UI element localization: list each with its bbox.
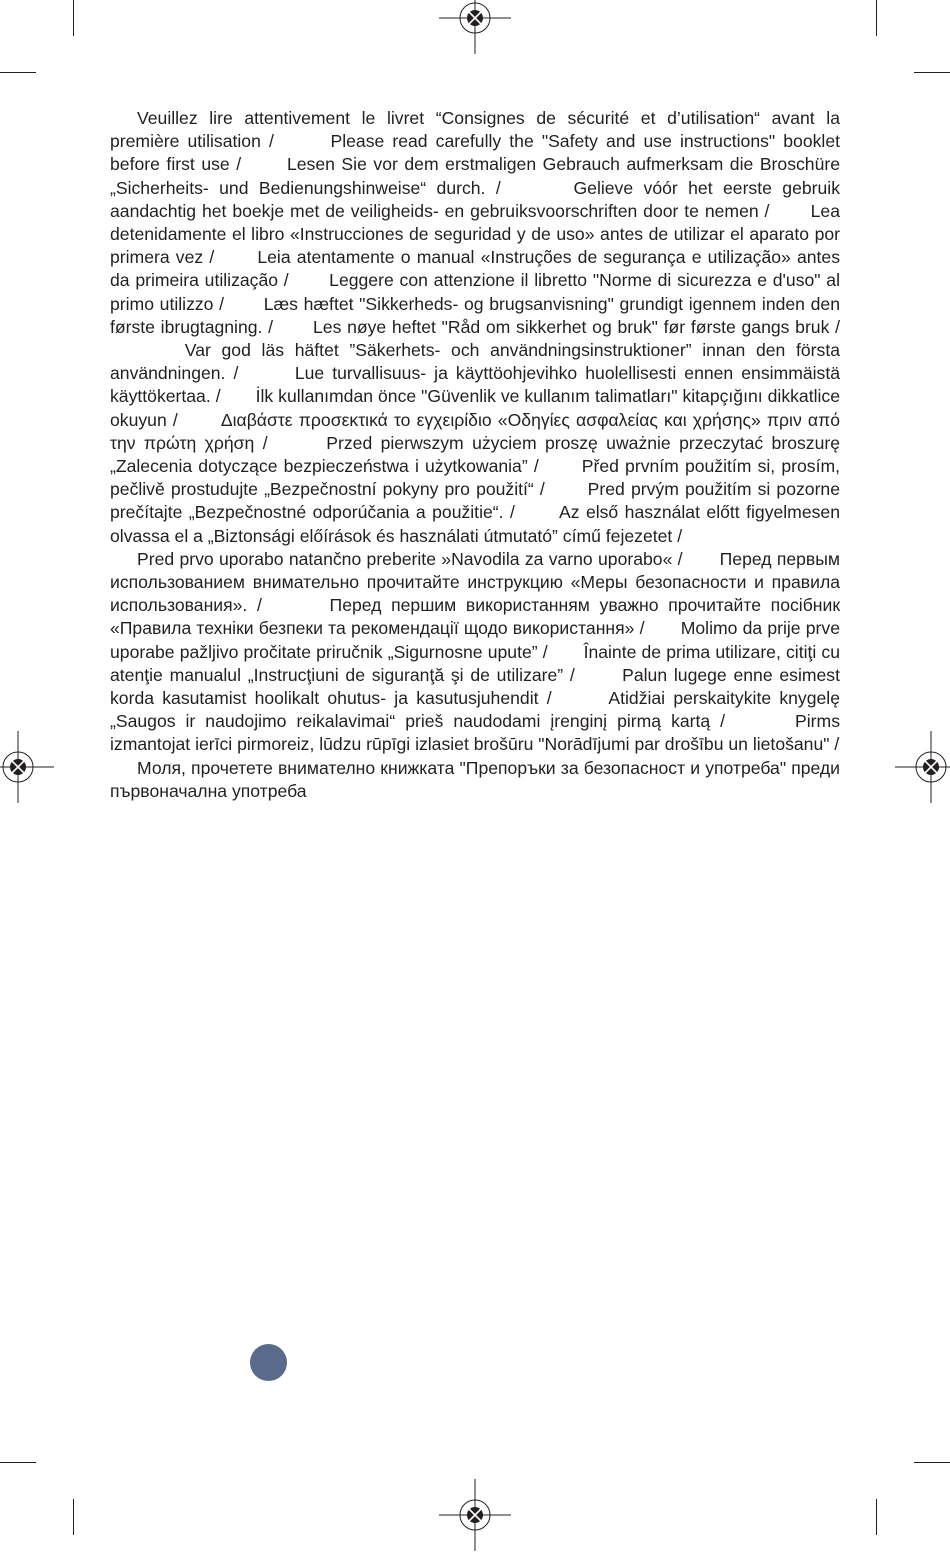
crop-mark-left-top bbox=[0, 72, 36, 73]
language-separator bbox=[552, 688, 609, 708]
language-notice-text: İlk kullanımdan önce "Güvenlik ve kullanım talimatları" kitapçığını dikkatlice okuyun / bbox=[110, 386, 840, 430]
language-separator bbox=[178, 410, 221, 430]
language-separator bbox=[539, 456, 582, 476]
language-notice-text: Palun lugege enne esimest korda kasutamist hoolikalt ohutus- ja kasutusjuhendit / bbox=[110, 664, 840, 709]
language-separator bbox=[241, 154, 287, 174]
language-notice-text: Læs hæftet "Sikkerheds- og brugsanvisning" grundigt igennem inden den første ibrugtagning. / bbox=[110, 293, 840, 337]
language-notice-text: Pred prvo uporabo natančno preberite »Navodila za varno uporabo« / bbox=[137, 548, 683, 569]
language-notice-text: Az első használat előtt figyelmesen olvassa el a „Biztonsági előírások és használati útmutató” című fejezetet / bbox=[110, 502, 840, 546]
language-separator bbox=[268, 433, 327, 453]
crop-mark-top-right bbox=[876, 0, 877, 36]
language-separator bbox=[289, 270, 329, 290]
language-separator bbox=[545, 479, 588, 499]
language-separator bbox=[501, 178, 574, 198]
language-notice-text: Lea detenidamente el libro «Instrucciones de seguridad y de uso» antes de utilizar el aparato por primera vez / bbox=[110, 200, 840, 268]
language-separator bbox=[769, 201, 810, 221]
language-separator bbox=[515, 502, 559, 522]
language-separator bbox=[238, 363, 294, 383]
multilingual-safety-notice bbox=[110, 107, 840, 803]
language-separator bbox=[262, 595, 330, 615]
language-notice-text: Molimo da prije prve uporabe pažljivo pročitate priručnik „Sigurnosne upute” / bbox=[110, 618, 840, 662]
language-separator bbox=[273, 317, 313, 337]
crop-mark-bottom-left bbox=[73, 1499, 74, 1535]
language-separator bbox=[110, 340, 185, 360]
language-notice-text: Leia atentamente o manual «Instruções de segurança e utilização» antes da primeira utilização / bbox=[110, 247, 841, 291]
language-notice-text: Lesen Sie vor dem erstmaligen Gebrauch aufmerksam die Broschüre „Sicherheits- und Bedienungshinweise“ durch. / bbox=[110, 154, 841, 198]
language-notice-text: Моля, прочетете внимателно книжката "Препоръки за безопасност и употреба" преди първоначална употреба bbox=[110, 757, 840, 801]
registration-mark-left-icon bbox=[0, 727, 58, 807]
language-notice-text: Перед першим використанням уважно прочитайте посібник «Правила техніки безпеки та рекомендації щодо використання» / bbox=[110, 595, 841, 639]
language-separator bbox=[575, 665, 622, 685]
crop-mark-top-left bbox=[73, 0, 74, 36]
language-separator bbox=[548, 642, 584, 662]
language-notice-text: Pred prvým použitím si pozorne prečítajte „Bezpečnostné odporúčania a použitie“. / bbox=[110, 479, 841, 523]
language-notice-text: Leggere con attenzione il libretto "Norme di sicurezza e d'uso" al primo utilizzo / bbox=[110, 270, 841, 314]
registration-mark-bottom-icon bbox=[435, 1475, 515, 1555]
language-notice-text: Před prvním použitím si, prosím, pečlivě prostudujte „Bezpečnostní pokyny pro použití“ / bbox=[110, 456, 840, 500]
language-separator bbox=[645, 618, 681, 638]
language-notice-text: Gelieve vóór het eerste gebruik aandachtig het boekje met de veiligheids- en gebruiksvoorschriften door te nemen / bbox=[110, 177, 840, 221]
crop-mark-left-bottom bbox=[0, 1462, 36, 1463]
notice-paragraph bbox=[110, 757, 840, 803]
language-notice-text: Pirms izmantojat ierīci pirmoreiz, lūdzu rūpīgi izlasiet brošūru "Norādījumi par drošību un lietošanu" / bbox=[110, 711, 840, 755]
page-number-badge bbox=[250, 1344, 287, 1381]
language-notice-text: Przed pierwszym użyciem proszę uważnie przeczytać broszurę „Zalecenia dotyczące bezpieczeństwa i użytkowania” / bbox=[110, 432, 841, 477]
language-separator bbox=[683, 549, 720, 569]
registration-mark-top-icon bbox=[435, 0, 515, 58]
language-notice-text: Var god läs häftet ”Säkerhets- och användningsinstruktioner” innan den första användningen. / bbox=[110, 340, 840, 384]
language-notice-text: Les nøye heftet "Råd om sikkerhet og bruk" før første gangs bruk / bbox=[313, 316, 840, 337]
crop-mark-bottom-right bbox=[876, 1499, 877, 1535]
notice-paragraph bbox=[110, 548, 840, 757]
language-notice-text: Înainte de prima utilizare, citiţi cu atenţie manualul „Instrucţiuni de siguranţă şi de utilizare” / bbox=[110, 641, 840, 685]
notice-paragraph bbox=[110, 107, 840, 548]
crop-mark-right-top bbox=[914, 72, 950, 73]
language-separator bbox=[725, 711, 795, 731]
language-separator bbox=[224, 294, 264, 314]
language-notice-text: Please read carefully the "Safety and use instructions" booklet before first use / bbox=[110, 131, 840, 175]
language-notice-text: Перед первым использованием внимательно прочитайте инструкцию «Меры безопасности и правила использования». / bbox=[110, 548, 841, 616]
language-notice-text: Διαβάστε προσεκτικά το εγχειρίδιο «Οδηγίες ασφαλείας και χρήσης» πριν από την πρώτη χρήση / bbox=[110, 409, 840, 453]
crop-mark-right-bottom bbox=[914, 1462, 950, 1463]
language-separator bbox=[221, 386, 256, 406]
language-separator bbox=[274, 131, 331, 151]
language-notice-text: Atidžiai perskaitykite knygelę „Saugos ir naudojimo reikalavimai“ prieš naudodami įrenginį pirmą kartą / bbox=[110, 688, 840, 732]
language-separator bbox=[214, 247, 257, 267]
language-notice-text: Lue turvallisuus- ja käyttöohjevihko huolellisesti ennen ensimmäistä käyttökertaa. / bbox=[110, 363, 841, 407]
language-notice-text: Veuillez lire attentivement le livret “Consignes de sécurité et d’utilisation“ avant la première utilisation / bbox=[110, 108, 840, 152]
registration-mark-right-icon bbox=[891, 727, 950, 807]
